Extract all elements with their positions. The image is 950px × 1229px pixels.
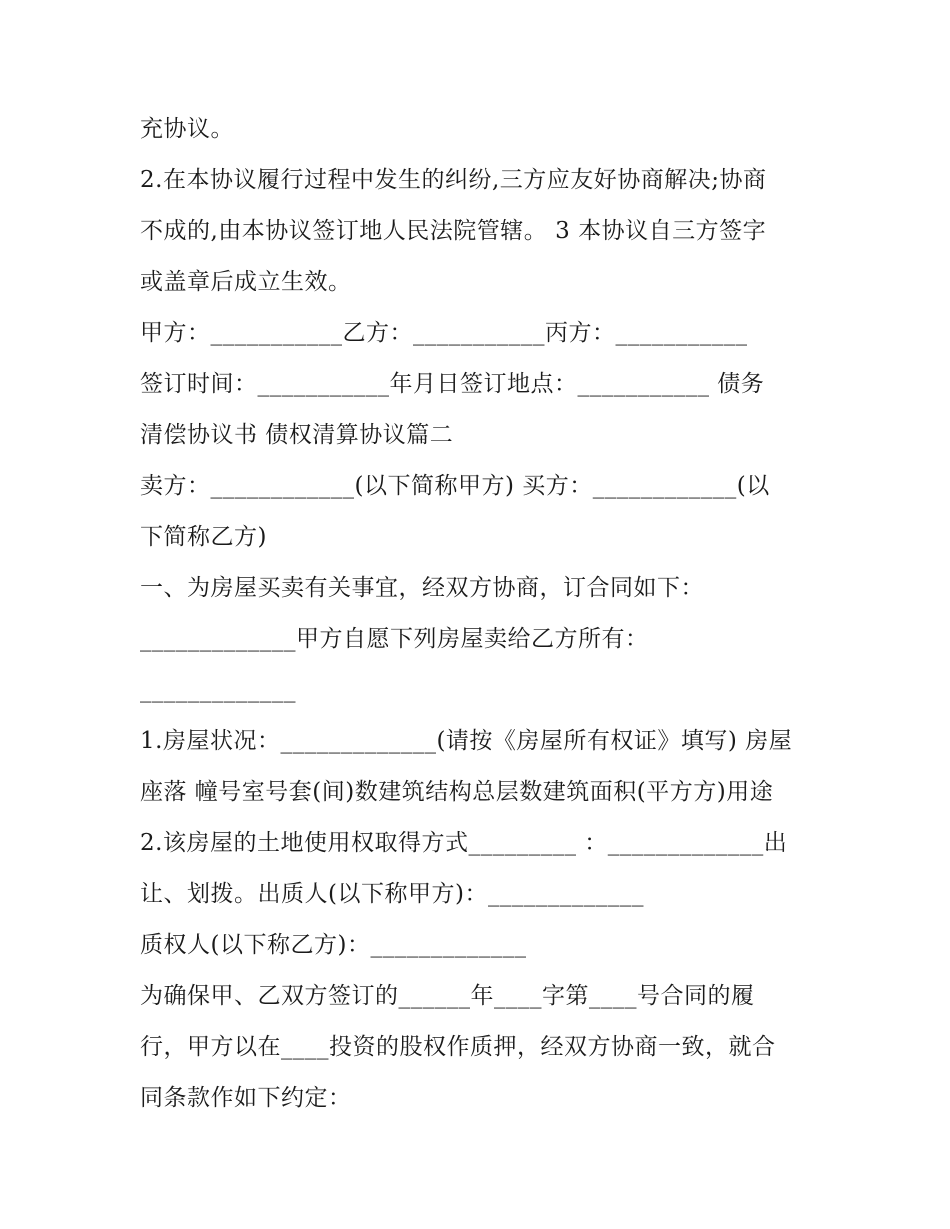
text-line: 一、为房屋买卖有关事宜，经双方协商，订合同如下： [140, 575, 704, 601]
signature-line: 甲方：___________乙方：___________丙方：___________ [140, 320, 748, 346]
text-line: 让、划拨。出质人(以下称甲方)：_____________ [140, 881, 644, 907]
text-line: 签订时间：___________年月日签订地点：___________ 债务 [140, 371, 765, 397]
document-body [140, 104, 820, 1124]
text-line: 2.该房屋的土地使用权取得方式_________ ：_____________出 [140, 830, 788, 856]
text-line: 行，甲方以在____投资的股权作质押，经双方协商一致，就合 [140, 1034, 776, 1060]
text-line: 卖方：____________(以下简称甲方) 买方：____________(以 [140, 473, 770, 499]
text-line: 同条款作如下约定： [140, 1085, 352, 1111]
text-line: 1.房屋状况：_____________(请按《房屋所有权证》填写) 房屋 [140, 728, 793, 754]
section-title: 清偿协议书 债权清算协议篇二 [140, 422, 454, 448]
text-line: 或盖章后成立生效。 [140, 269, 352, 295]
text-line: 座落 幢号室号套(间)数建筑结构总层数建筑面积(平方方)用途 [140, 779, 774, 805]
text-line: 充协议。 [140, 116, 234, 142]
text-line: 不成的,由本协议签订地人民法院管辖。 3 本协议自三方签字 [140, 218, 767, 244]
text-line: 质权人(以下称乙方)：_____________ [140, 932, 527, 958]
text-line: 下简称乙方) [140, 524, 267, 550]
text-line: _____________甲方自愿下列房屋卖给乙方所有： [140, 626, 649, 652]
text-line: 2.在本协议履行过程中发生的纠纷,三方应友好协商解决;协商 [140, 167, 767, 193]
blank-line: _____________ [140, 677, 296, 703]
text-line: 为确保甲、乙双方签订的______年____字第____号合同的履 [140, 983, 755, 1009]
